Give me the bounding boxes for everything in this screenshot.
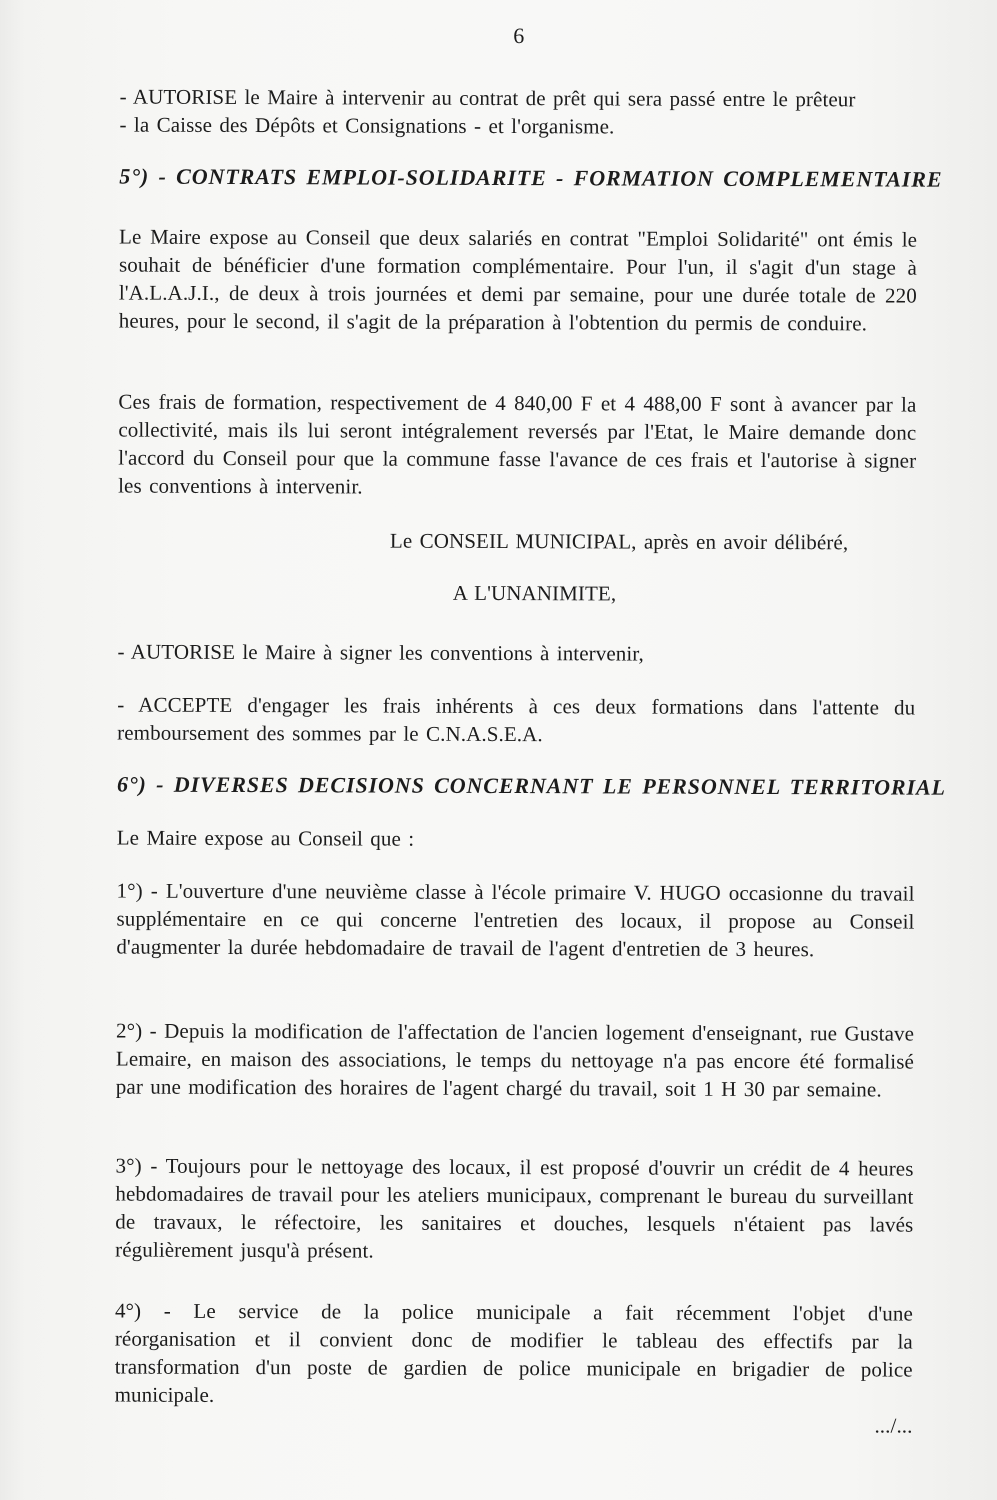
section-5-heading: 5°) - CONTRATS EMPLOI-SOLIDARITE - FORMATION COMPLEMENTAIRE: [119, 163, 943, 192]
section-5-paragraph-1: Le Maire expose au Conseil que deux salariés en contrat "Emploi Solidarité" ont émis le souhait de bénéficier d'une formation complémentaire. Pour l'un, il s'agit d'un stage à l'A.L.A.J.I., de deux à trois journées et demi par semaine, pour une durée totale de 220 heures, pour le second, il s'agit de la préparation à l'obtention du permis de conduire.: [118, 224, 918, 336]
section-6-heading: 6°) - DIVERSES DECISIONS CONCERNANT LE PERSONNEL TERRITORIAL: [116, 771, 946, 800]
continuation-mark: .../...: [874, 1413, 913, 1438]
section-6-item-2: 2°) - Depuis la modification de l'affectation de l'ancien logement d'enseignant, rue Gustave Lemaire, en maison des associations, le temps du nettoyage n'a pas encore été formalisé par une modification des horaires de l'agent chargé du travail, soit 1 H 30 par semaine.: [115, 1018, 915, 1102]
intro-resolution-line-2: - la Caisse des Dépôts et Consignations - et l'organisme.: [119, 112, 615, 139]
section-6-intro: Le Maire expose au Conseil que :: [116, 825, 415, 851]
section-5-decision-2: - ACCEPTE d'engager les frais inhérents à ces deux formations dans l'attente du remboursement des sommes par le C.N.A.S.E.A.: [117, 692, 916, 747]
section-6-item-1: 1°) - L'ouverture d'une neuvième classe à l'école primaire V. HUGO occasionne du travail supplémentaire en ce qui concerne l'entretien des locaux, il propose au Conseil d'augmenter la durée hebdomadaire de travail de l'agent d'entretien de 3 heures.: [116, 878, 915, 962]
section-6-item-4: 4°) - Le service de la police municipale a fait récemment l'objet d'une réorganisation et il convient donc de modifier le tableau des effectifs par la transformation d'un poste de gardien de police municipale en brigadier de police municipale.: [114, 1298, 914, 1407]
section-5-paragraph-2: Ces frais de formation, respectivement de 4 840,00 F et 4 488,00 F sont à avancer par la collectivité, mais ils lui seront intégralement reversés par l'Etat, le Maire demande donc l'accord du Conseil pour que la commune fasse l'avance de ces frais et l'autorise à signer les conventions à intervenir.: [118, 389, 917, 499]
intro-resolution-block: [119, 83, 917, 142]
intro-resolution-line-1: - AUTORISE le Maire à intervenir au contrat de prêt qui sera passé entre le prêteur: [119, 84, 856, 112]
unanimity-line: A L'UNANIMITE,: [452, 580, 617, 606]
page-number: 6: [513, 23, 525, 49]
deliberation-line: Le CONSEIL MUNICIPAL, après en avoir délibéré,: [389, 528, 849, 555]
section-6-item-3: 3°) - Toujours pour le nettoyage des locaux, il est proposé d'ouvrir un crédit de 4 heures hebdomadaires de travail pour les ateliers municipaux, comprenant le bureau du surveillant de travaux, le réfectoire, les sanitaires et douches, lesquels n'étaient pas lavés régulièrement jusqu'à présent.: [115, 1153, 914, 1263]
section-5-decision-1: - AUTORISE le Maire à signer les conventions à intervenir,: [117, 639, 644, 666]
